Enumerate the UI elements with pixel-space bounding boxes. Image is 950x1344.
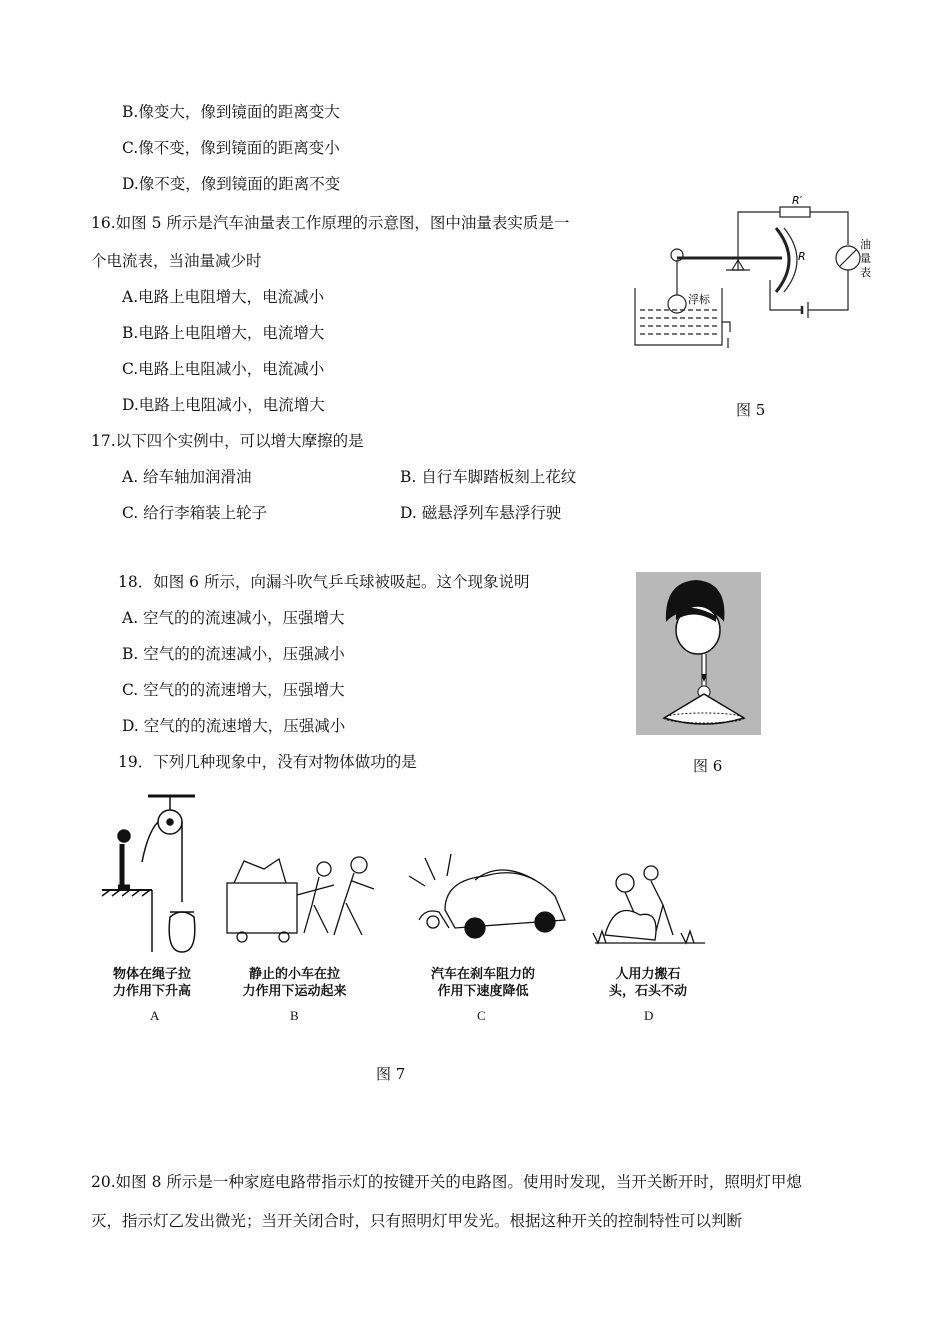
q16-option-c: C.电路上电阻减小，电流减小: [122, 360, 325, 378]
panel-d-label: [588, 966, 708, 1000]
q15-option-c: C.像不变，像到镜面的距离变小: [122, 139, 340, 157]
meter-label-1: 油: [860, 238, 871, 251]
panel-b-letter: B: [290, 1008, 299, 1023]
q16-option-a: A.电路上电阻增大，电流减小: [122, 288, 325, 306]
panel-a-label: [82, 966, 222, 1000]
q15-option-d: D.像不变，像到镜面的距离不变: [122, 175, 341, 193]
q18-option-c: C. 空气的的流速增大，压强增大: [122, 681, 345, 699]
q17-option-b: B. 自行车脚踏板刻上花纹: [400, 468, 577, 486]
panel-a-line1: 物体在绳子拉: [112, 967, 191, 982]
panel-c-line1: 汽车在刹车阻力的: [430, 967, 535, 982]
panel-a-line2: 力作用下升高: [112, 984, 191, 999]
figure6-caption: 图 6: [693, 757, 723, 775]
panel-a-letter: A: [150, 1008, 160, 1023]
q16-stem-line2: 个电流表，当油量减少时: [91, 252, 262, 270]
q17-option-d: D. 磁悬浮列车悬浮行驶: [400, 504, 562, 522]
figure5-caption: 图 5: [736, 401, 766, 419]
panel-c-letter: C: [477, 1008, 486, 1023]
q20-line2: 灭，指示灯乙发出微光；当开关闭合时，只有照明灯甲发光。根据这种开关的控制特性可以判断: [91, 1212, 743, 1230]
q16-option-d: D.电路上电阻减小，电流增大: [122, 396, 325, 414]
panel-c-label: [408, 966, 558, 1000]
q15-option-b: B.像变大，像到镜面的距离变大: [122, 103, 340, 121]
float-label: 浮标: [688, 293, 710, 306]
q17-option-a: A. 给车轴加润滑油: [122, 468, 252, 486]
pulley-lifting-illustration: [100, 792, 200, 957]
panel-d-line1: 人用力搬石: [615, 967, 681, 982]
q17-option-c: C. 给行李箱装上轮子: [122, 504, 268, 522]
meter-label-3: 表: [860, 266, 871, 279]
r-label: R: [798, 250, 806, 263]
q16-option-b: B.电路上电阻增大，电流增大: [122, 324, 325, 342]
funnel-ping-pong-illustration: [636, 572, 761, 735]
q18-option-a: A. 空气的的流速减小，压强增大: [122, 609, 345, 627]
q18-option-d: D. 空气的的流速增大，压强减小: [122, 717, 346, 735]
q17-stem: 17.以下四个实例中，可以增大摩擦的是: [91, 432, 364, 450]
panel-b-label: [222, 966, 367, 1000]
car-braking-illustration: [405, 850, 575, 945]
fuel-gauge-diagram: [630, 190, 880, 360]
meter-label-2: 量: [860, 252, 871, 265]
q20-line1: 20.如图 8 所示是一种家庭电路带指示灯的按键开关的电路图。使用时发现，当开关断开时，照明灯甲熄: [91, 1173, 802, 1191]
panel-d-line2: 头，石头不动: [608, 984, 687, 999]
q16-stem-line1: 16.如图 5 所示是汽车油量表工作原理的示意图，图中油量表实质是一: [91, 214, 570, 232]
q18-stem: 18．如图 6 所示，向漏斗吹气乒乓球被吸起。这个现象说明: [118, 573, 530, 591]
cart-pulling-illustration: [224, 855, 394, 950]
panel-b-line2: 力作用下运动起来: [242, 984, 347, 999]
panel-d-letter: D: [644, 1008, 654, 1023]
lifting-stone-illustration: [585, 855, 710, 950]
figure7-caption: 图 7: [376, 1065, 406, 1083]
r-prime-label: R′: [792, 194, 803, 207]
q18-option-b: B. 空气的的流速减小，压强减小: [122, 645, 345, 663]
panel-c-line2: 作用下速度降低: [437, 984, 529, 999]
panel-b-line1: 静止的小车在拉: [248, 967, 340, 982]
q19-stem: 19．下列几种现象中，没有对物体做功的是: [118, 753, 417, 771]
